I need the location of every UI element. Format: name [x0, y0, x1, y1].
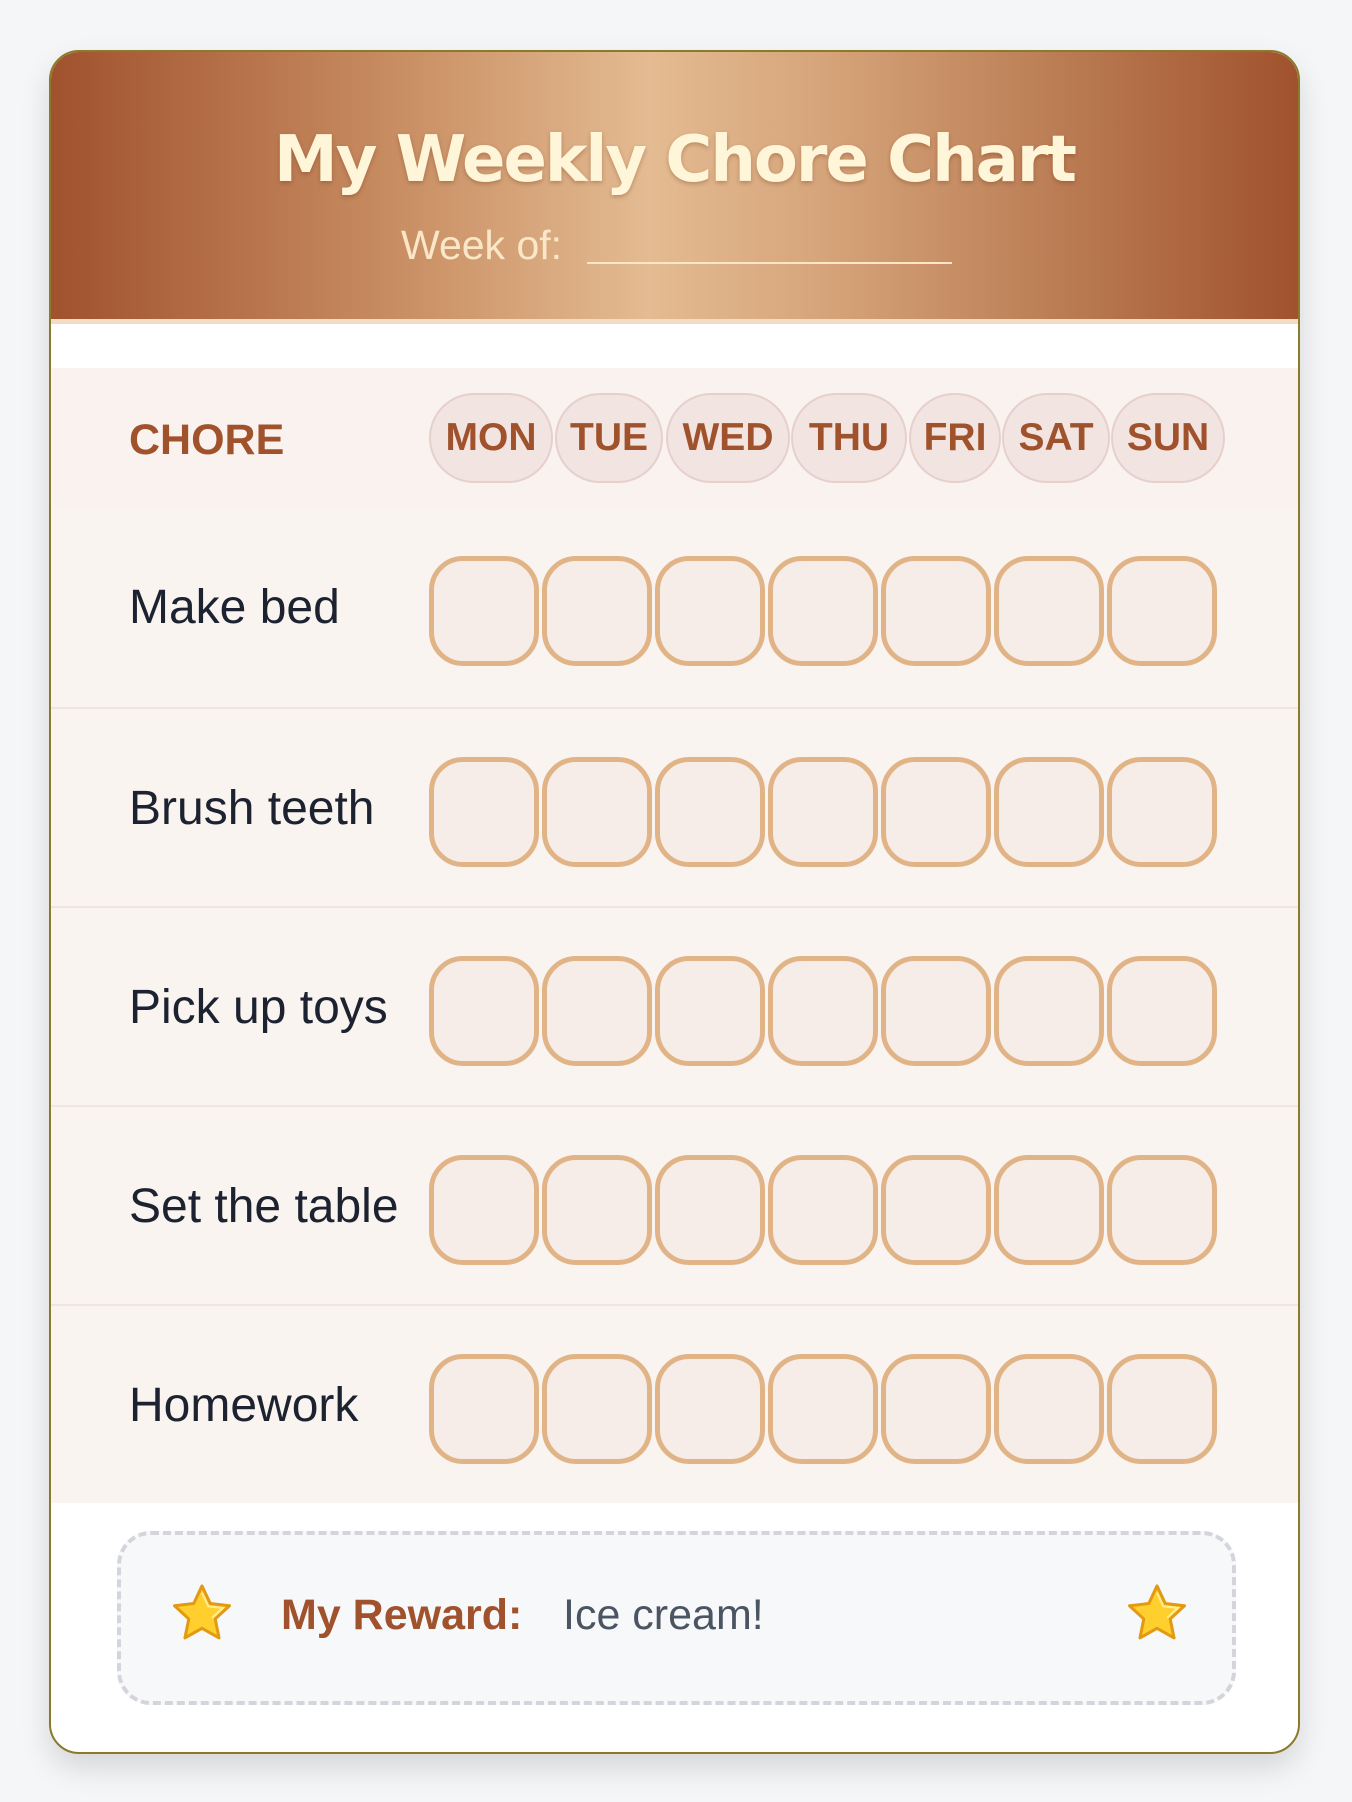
- checkbox-thu[interactable]: [768, 556, 878, 666]
- checkbox-sat[interactable]: [994, 556, 1104, 666]
- chart-header: [51, 52, 1298, 324]
- checkbox-mon[interactable]: [429, 757, 539, 867]
- checkbox-tue[interactable]: [542, 1354, 652, 1464]
- checkbox-fri[interactable]: [881, 1354, 991, 1464]
- chore-name: Set the table: [129, 1180, 399, 1233]
- checkbox-tue[interactable]: [542, 956, 652, 1066]
- checkbox-wed[interactable]: [655, 757, 765, 867]
- checkbox-wed[interactable]: [655, 556, 765, 666]
- checkbox-wed[interactable]: [655, 1155, 765, 1265]
- day-header-sat: SAT: [1002, 393, 1110, 483]
- checkbox-mon[interactable]: [429, 1155, 539, 1265]
- checkbox-sun[interactable]: [1107, 1354, 1217, 1464]
- table-row: [51, 508, 1298, 707]
- table-row: [51, 707, 1298, 906]
- chore-name: Make bed: [129, 581, 340, 634]
- checkbox-sun[interactable]: [1107, 556, 1217, 666]
- checkbox-thu[interactable]: [768, 956, 878, 1066]
- checkbox-sun[interactable]: [1107, 1155, 1217, 1265]
- chore-name: Brush teeth: [129, 782, 375, 835]
- table-row: [51, 1105, 1298, 1304]
- week-of-label: Week of:: [401, 222, 563, 268]
- checkbox-fri[interactable]: [881, 1155, 991, 1265]
- chore-table: [51, 368, 1298, 1503]
- checkbox-sat[interactable]: [994, 1354, 1104, 1464]
- day-header-sun: SUN: [1111, 393, 1225, 483]
- table-header-row: [51, 368, 1298, 508]
- table-row: [51, 906, 1298, 1105]
- chore-chart-card: [49, 50, 1300, 1754]
- checkbox-thu[interactable]: [768, 1354, 878, 1464]
- chore-column-header: CHORE: [129, 416, 285, 464]
- checkbox-thu[interactable]: [768, 1155, 878, 1265]
- checkbox-tue[interactable]: [542, 757, 652, 867]
- checkbox-mon[interactable]: [429, 956, 539, 1066]
- chore-name: Homework: [129, 1379, 359, 1432]
- reward-box: [117, 1531, 1236, 1705]
- checkbox-sun[interactable]: [1107, 757, 1217, 867]
- day-header-mon: MON: [429, 393, 553, 483]
- day-header-thu: THU: [791, 393, 907, 483]
- checkbox-tue[interactable]: [542, 1155, 652, 1265]
- day-header-fri: FRI: [909, 393, 1001, 483]
- checkbox-sat[interactable]: [994, 757, 1104, 867]
- day-header-wed: WED: [666, 393, 790, 483]
- star-icon: [1124, 1581, 1190, 1647]
- checkbox-sat[interactable]: [994, 1155, 1104, 1265]
- checkbox-wed[interactable]: [655, 1354, 765, 1464]
- checkbox-sun[interactable]: [1107, 956, 1217, 1066]
- checkbox-tue[interactable]: [542, 556, 652, 666]
- checkbox-thu[interactable]: [768, 757, 878, 867]
- chore-name: Pick up toys: [129, 981, 388, 1034]
- reward-label: My Reward:: [281, 1591, 523, 1639]
- star-icon: [169, 1581, 235, 1647]
- checkbox-fri[interactable]: [881, 956, 991, 1066]
- checkbox-fri[interactable]: [881, 556, 991, 666]
- week-of-input[interactable]: [587, 262, 952, 264]
- checkbox-fri[interactable]: [881, 757, 991, 867]
- checkbox-mon[interactable]: [429, 1354, 539, 1464]
- reward-value[interactable]: Ice cream!: [563, 1591, 764, 1639]
- checkbox-mon[interactable]: [429, 556, 539, 666]
- checkbox-sat[interactable]: [994, 956, 1104, 1066]
- page-title: My Weekly Chore Chart: [274, 123, 1075, 197]
- day-header-tue: TUE: [555, 393, 663, 483]
- checkbox-wed[interactable]: [655, 956, 765, 1066]
- table-row: [51, 1304, 1298, 1503]
